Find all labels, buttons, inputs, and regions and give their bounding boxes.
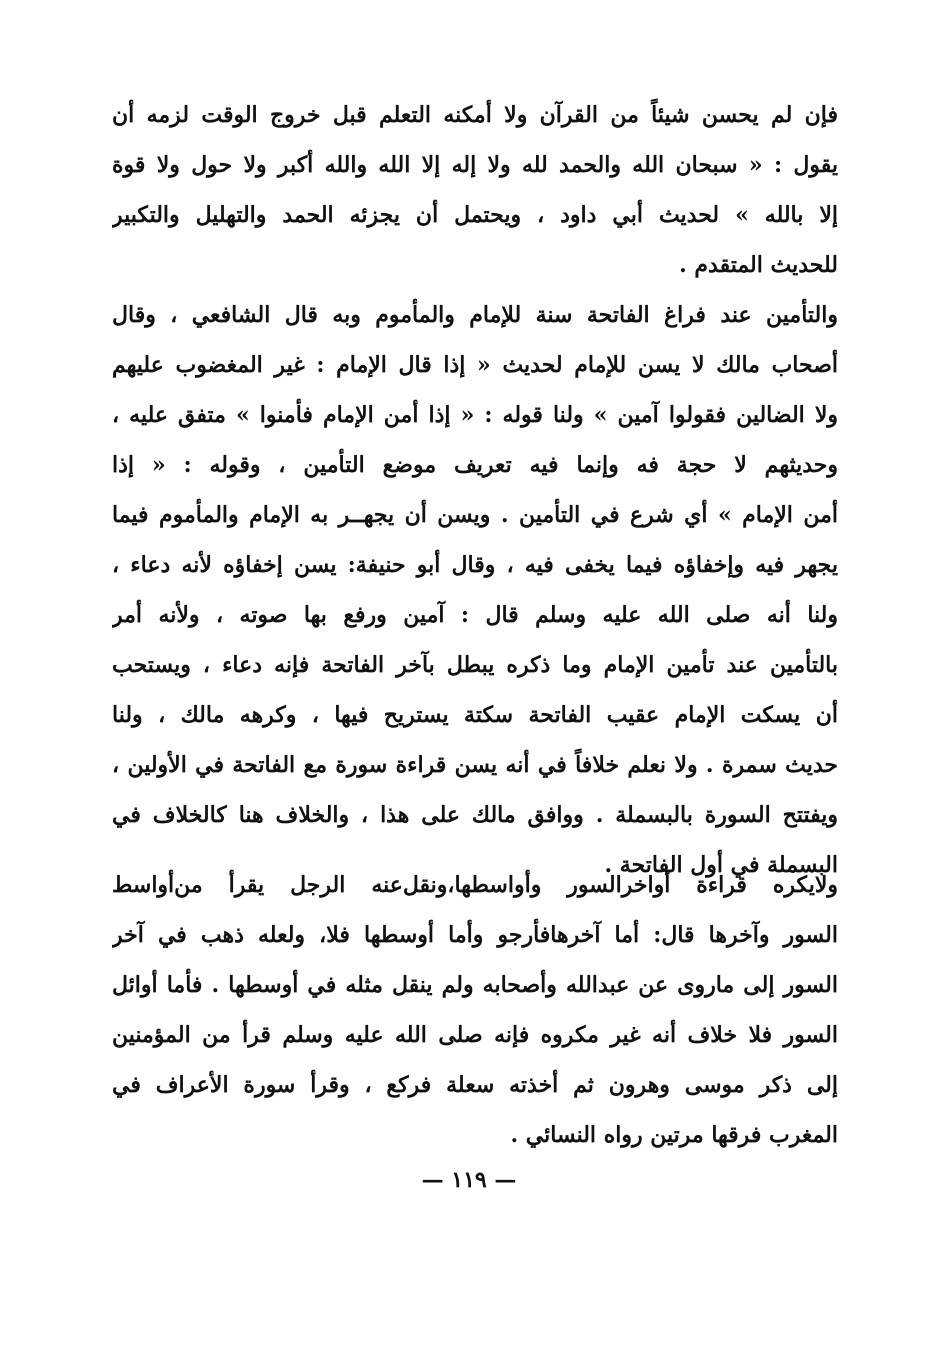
text-line: أمن الإمام » أي شرع في التأمين . ويسن أن يجهــر به الإمام والمأموم فيما [112,502,838,528]
text-line: حديث سمرة . ولا نعلم خلافاً في أنه يسن قراءة سورة مع الفاتحة في الأولين ، [112,752,838,778]
text-line: للحديث المتقدم . [679,252,838,278]
text-line: أن يسكت الإمام عقيب الفاتحة سكتة يستريح فيها ، وكرهه مالك ، ولنا [112,702,838,728]
text-line: فإن لم يحسن شيئاً من القرآن ولا أمكنه التعلم قبل خروج الوقت لزمه أن [112,102,838,128]
text-line: إلى ذكر موسى وهرون ثم أخذته سعلة فركع ، وقرأ سورة الأعراف في [112,1072,838,1098]
paragraph-1 [112,90,838,290]
paragraph-2 [112,290,838,890]
text-line: يجهر فيه وإخفاؤه فيما يخفى فيه ، وقال أبو حنيفة: يسن إخفاؤه لأنه دعاء ، [112,552,838,578]
paragraph-3 [112,860,838,1160]
text-line: إلا بالله » لحديث أبي داود ، ويحتمل أن يجزئه الحمد والتهليل والتكبير [112,202,838,228]
text-line: السور فلا خلاف أنه غير مكروه فإنه صلى الله عليه وسلم قرأ من المؤمنين [112,1022,838,1048]
text-line: ويفتتح السورة بالبسملة . ووافق مالك على هذا ، والخلاف هنا كالخلاف في [112,802,838,828]
text-line: السور إلى ماروى عن عبدالله وأصحابه ولم ينقل مثله في أوسطها . فأما أوائل [112,972,838,998]
text-line: وحديثهم لا حجة فه وإنما فيه تعريف موضع التأمين ، وقوله : « إذا [112,452,838,478]
text-line: البسملة في أول الفاتحة . [604,852,838,878]
page-number: — ١١٩ — [421,1167,517,1193]
text-line: يقول : « سبحان الله والحمد لله ولا إله إلا الله والله أكبر ولا حول ولا قوة [112,152,838,178]
text-line: والتأمين عند فراغ الفاتحة سنة للإمام والمأموم وبه قال الشافعي ، وقال [112,302,838,328]
text-line: ولا الضالين فقولوا آمين » ولنا قوله : « إذا أمن الإمام فأمنوا » متفق عليه ، [112,402,838,428]
text-line: ولايكره قراءة أواخرالسور وأواسطها،ونقل‌عنه الرجل يقرأ من‌أواسط [112,872,838,898]
text-line: السور وآخرها قال: أما آخرهافأرجو وأما أوسطها فلا، ولعله ذهب في آخر [112,922,838,948]
text-line: أصحاب مالك لا يسن للإمام لحديث « إذا قال الإمام : غير المغضوب عليهم [112,352,838,378]
text-line: بالتأمين عند تأمين الإمام وما ذكره يبطل بآخر الفاتحة فإنه دعاء ، ويستحب [112,652,838,678]
text-line: المغرب فرقها مرتين رواه النسائي . [510,1122,838,1148]
text-line: ولنا أنه صلى الله عليه وسلم قال : آمين ورفع بها صوته ، ولأنه أمر [112,602,838,628]
